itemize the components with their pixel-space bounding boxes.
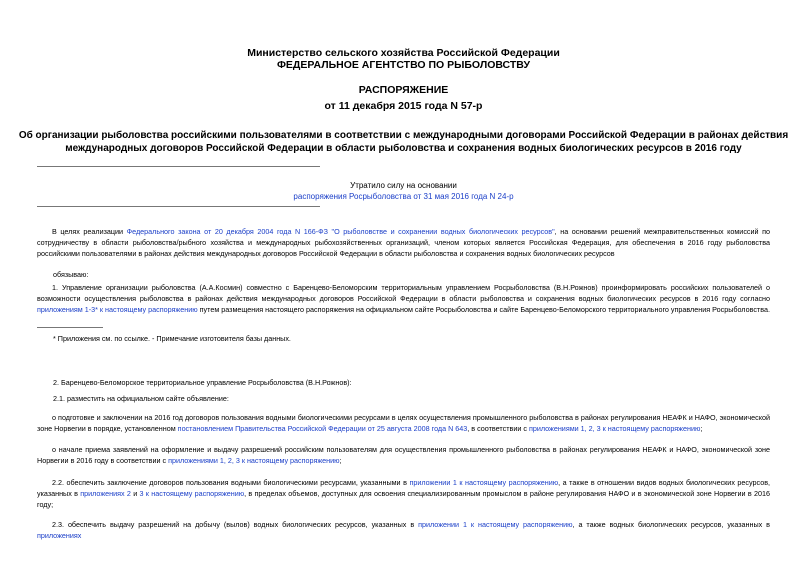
status-rule-bottom [37, 206, 320, 207]
text-span: 1. Управление организации рыболовства (А.А.Космин) совместно с Баренцево-Беломорским территориальным управлением Росрыболовства (В.Н.Рожнов) проинформировать российских пользователей о возможности осуществления рыболовства в районах действия международных договоров Российской Федерации в области рыболовства и сохранения водных биологических ресурсов в 2016 году согласно [37, 283, 770, 303]
appendix-link[interactable]: приложениях [37, 531, 82, 540]
appendix-link[interactable]: приложениями 1, 2, 3 к настоящему распоряжению [168, 456, 340, 465]
law-link[interactable]: Федерального закона от 20 декабря 2004 года N 166-ФЗ "О рыболовстве и сохранении водных биологических ресурсов" [126, 227, 555, 236]
document-title-line-2: международных договоров Российской Федерации в области рыболовства и сохранения водных биологических ресурсов в 2016 году [65, 143, 742, 154]
text-span: ; [700, 424, 703, 433]
document-date: от 11 декабря 2015 года N 57-р [324, 100, 483, 112]
text-span: о подготовке и заключении на 2016 год договоров пользования водными биологическими ресурсами в целях осуществления промышленного рыболовства в районах регулирования НЕАФК и НАФО, экономической зоне Норвегии в порядке, установленном [37, 413, 770, 433]
paragraph-item-2-1: 2.1. разместить на официальном сайте объявление: [53, 394, 229, 403]
obligate-text: обязываю: [53, 270, 89, 279]
appendix-link[interactable]: приложении 1 к настоящему распоряжению [418, 520, 573, 529]
text-span: ; [339, 456, 342, 465]
paragraph-item-2-3 [37, 519, 770, 541]
text-span: , а также водных биологических ресурсов, указанных в [572, 520, 770, 529]
status-rule-top [37, 166, 320, 167]
paragraph-announcement-2 [37, 444, 770, 466]
agency-name: ФЕДЕРАЛЬНОЕ АГЕНТСТВО ПО РЫБОЛОВСТВУ [276, 59, 531, 71]
appendix-link[interactable]: приложениями 1, 2, 3 к настоящему распоряжению [528, 424, 701, 433]
footnote: * Приложения см. по ссылке. - Примечание изготовителя базы данных. [53, 334, 291, 343]
text-span: о начале приема заявлений на оформление и выдачу разрешений российским пользователям для осуществления промышленного рыболовства в районах регулирования НЕАФК и НАФО, экономической зоне Норвегии в 2016 году в соответствии с [37, 445, 770, 465]
text-span: путем размещения настоящего распоряжения на официальном сайте Росрыболовства и сайте Баренцево-Беломорского территориального управления Росрыболовства. [197, 305, 770, 314]
paragraph-preamble [37, 226, 770, 259]
government-decree-link[interactable]: постановлением Правительства Российской Федерации от 25 августа 2008 года N 643 [177, 424, 468, 433]
paragraph-item-1 [37, 282, 770, 315]
appendix-link[interactable]: приложениях 2 [80, 489, 131, 498]
text-span: , в пределах объемов, доступных для освоения специализированным промыслом в районе регулирования НАФО и в экономической зоне Норвегии в 2016 году; [37, 489, 770, 509]
text-span: В целях реализации [52, 227, 127, 236]
appendix-link[interactable]: приложении 1 к настоящему распоряжению [409, 478, 559, 487]
text-span: , в соответствии с [467, 424, 529, 433]
footnote-rule [37, 327, 103, 328]
text-span: 2.2. обеспечить заключение договоров пользования водными биологическими ресурсами, указанными в [52, 478, 410, 487]
appendix-link[interactable]: приложениям 1-3* к настоящему распоряжению [37, 305, 198, 314]
status-text: Утратило силу на основании [350, 181, 457, 190]
ministry-name: Министерство сельского хозяйства Российской Федерации [247, 47, 560, 59]
paragraph-item-2-2 [37, 477, 770, 510]
document-type: РАСПОРЯЖЕНИЕ [358, 84, 449, 96]
appendix-link[interactable]: 3 к настоящему распоряжению [139, 489, 245, 498]
paragraph-announcement-1 [37, 412, 770, 434]
text-span: 2.3. обеспечить выдачу разрешений на добычу (вылов) водных биологических ресурсов, указанных в [52, 520, 419, 529]
text-span: и [130, 489, 140, 498]
text-span: , а также в отношении видов водных биологических ресурсов, указанных в [37, 478, 771, 498]
text-span: , на основании решений межправительственных комиссий по сотрудничеству в области рыболовства/рыбного хозяйства и международных рыбохозяйственных организаций, членом которых является Российская Федерация, для обеспечения в 2016 году рыболовства российскими пользователями в районах действия международных договоров Российской Федерации в области рыболовства и сохранения водных биологических ресурсов [37, 227, 771, 258]
paragraph-item-2: 2. Баренцево-Беломорское территориальное управление Росрыболовства (В.Н.Рожнов): [53, 378, 352, 387]
status-link[interactable]: распоряжения Росрыболовства от 31 мая 2016 года N 24-р [293, 192, 514, 201]
document-title-line-1: Об организации рыболовства российскими пользователями в соответствии с международными договорами Российской Федерации в районах действия [18, 130, 789, 141]
